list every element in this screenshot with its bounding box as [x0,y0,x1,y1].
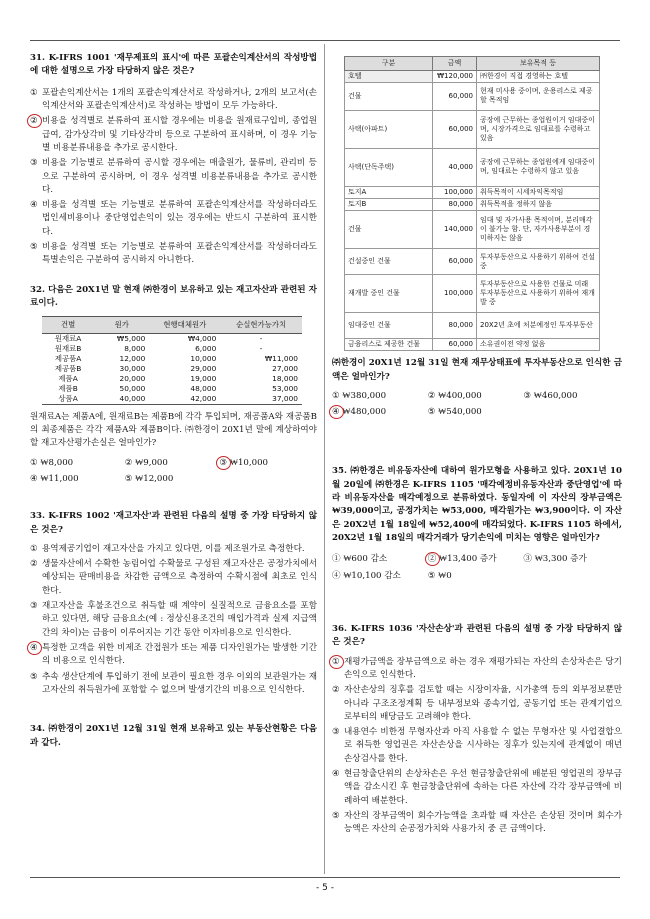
q36-option-5[interactable]: ⑤ 자산의 장부금액이 회수가능액을 초과할 때 자산은 손상된 것이며 회수가능액은 자산의 순공정가치와 사용가치 중 큰 금액이다. [332,811,622,835]
answer-circle-mark [216,456,231,470]
table-row: 호텔 ₩120,000 ㈜한경이 직접 경영하는 호텔 [345,70,600,82]
table-row: 건물 140,000 임대 및 자가사용 목적이며, 분리매각이 불가능 함. 단, 자가사용부분이 경미하지는 않음 [345,211,600,249]
q35-answers-row-1 [332,553,622,566]
question-33 [30,510,317,697]
q33-option-3[interactable]: ③ 재고자산을 후불조건으로 취득할 때 계약이 실질적으로 금융요소를 포함하고 있다면, 해당 금융요소(예 : 정상신용조건의 매입가격과 실제 지급액 간의 차이)는 금융이 이루어지는 기간 동안 이자비용으로 인식한다. [30,601,317,638]
table-row: 토지B 80,000 취득목적을 정하지 않음 [345,199,600,211]
table-header: 구분 [345,57,433,71]
question-34-body: ㈜한경이 20X1년 12월 31일 현재 재무상태표에 투자부동산으로 인식한 금액은 얼마인가? [332,358,622,382]
q35-answer-1[interactable]: ① ₩600 감소 [332,554,388,565]
q34-answer-5[interactable]: ⑤ ₩540,000 [427,407,482,418]
q36-option-1[interactable]: ① 재평가금액을 장부금액으로 하는 경우 재평가되는 자산의 손상차손은 당기손익으로 인식한다. [332,656,622,683]
question-34 [30,723,317,750]
question-32 [30,284,317,487]
real-estate-table [344,56,600,351]
answer-circle-mark [27,114,42,128]
table-row: 제공품B 30,000 29,000 27,000 [54,363,298,373]
table-row: 원재료B 8,000 6,000 - [54,343,263,353]
table-row: 건물 60,000 현재 미사용 중이며, 운용리스로 제공할 목적임 [345,82,600,110]
page-number: - 5 - [316,883,334,893]
table-header: 현행대체원가 [149,317,220,333]
question-35 [332,465,622,583]
q34-answer-2[interactable]: ② ₩400,000 [427,390,482,401]
table-row: 토지A 100,000 취득목적이 시세차익목적임 [345,186,600,198]
q35-answers-row-2 [332,570,622,583]
q31-option-3[interactable]: ③ 비용을 기능별로 분류하여 공시할 경우에는 매출원가, 물류비, 관리비 등으로 구분하여 공시하며, 이 경우 성격별 비용분류내용을 추가로 공시한다. [30,158,317,195]
q36-option-3[interactable]: ③ 내용연수 비한정 무형자산과 아직 사용할 수 없는 무형자산 및 사업결합으로 취득한 영업권은 자산손상을 시사하는 징후가 있는지에 관계없이 매년 손상검사를 한다. [332,727,622,764]
question-32-body: 원재료A는 제품A에, 원재료B는 제품B에 각각 투입되며, 재공품A와 재공품B의 최종제품은 각각 제품A와 제품B이다. ㈜한경이 20X1년 말에 계상하여야 할 재고자산평가손실은 얼마인가? [30,411,317,449]
q31-option-1[interactable]: ① 포괄손익계산서는 1개의 포괄손익계산서로 작성하거나, 2개의 보고서(손익계산서와 포괄손익계산서)로 작성하는 방법이 모두 가능하다. [30,87,317,111]
q31-option-5[interactable]: ⑤ 비용을 성격별 또는 기능별로 분류하여 포괄손익계산서를 작성하더라도 특별손익은 구분하여 공시하지 아니한다. [30,242,317,266]
question-31 [30,52,317,268]
bottom-rule [30,877,620,878]
q32-answer-2[interactable]: ② ₩9,000 [124,457,168,468]
table-row: 제품A 20,000 19,000 18,000 [58,373,298,383]
table-row: 사택(아파트) 60,000 공장에 근무하는 종업원이거 임대중이며, 시장가격으로 임대료를 수령하고 있음 [345,110,600,148]
table-row: 사택(단독주택) 40,000 공장에 근무하는 종업원에게 임대중이며, 임대료는 수령하지 않고 있음 [345,148,600,186]
question-35-stem: 35. ㈜한경은 비유동자산에 대하여 원가모형을 사용하고 있다. 20X1년 10월 20일에 ㈜한경은 K-IFRS 1105 '매각예정비유동자산과 중단영업'에 따라 비유동자산을 매각예정으로 분류하였다. 동일자에 이 자산의 장부금액은 ₩39,000이고, 공정가치는 ₩53,000, 매각원가는 ₩3,900이다. 이 자산은 20X2년 1월 18일에 ₩52,400에 매각되었다. K-IFRS 1105 하에서, 20X2년 1월 18일의 매각거래가 당기손익에 미치는 영향은 얼마인가? [332,466,622,544]
q32-answer-5[interactable]: ⑤ ₩12,000 [124,473,174,484]
table-row: 임대중인 건물 80,000 20X2년 초에 처분예정인 투자부동산 [345,313,600,339]
question-31-stem: 31. K-IFRS 1001 '재무제표의 표시'에 따른 포괄손익계산서의 작성방법에 대한 설명으로 가장 타당하지 않은 것은? [30,53,317,77]
q33-option-1[interactable]: ① 용역제공기업이 재고자산을 가지고 있다면, 이를 제조원가로 측정한다. [30,543,305,554]
column-divider [324,44,325,874]
table-row: 금융리스로 제공한 건물 60,000 소유권이전 약정 없음 [345,339,600,351]
q32-answers-row-2 [30,473,317,486]
question-36-stem: 36. K-IFRS 1036 '자산손상'과 관련된 다음의 설명 중 가장 타당하지 않은 것은? [332,623,622,648]
q36-option-4[interactable]: ④ 현금창출단위의 손상차손은 우선 현금창출단위에 배분된 영업권의 장부금액을 감소시킨 후 현금창출단위에 속하는 다른 자산에 각각 장부금액에 비례하여 배분한다. [332,769,622,806]
q34-answer-3[interactable]: ③ ₩460,000 [523,390,578,401]
right-column [332,56,622,845]
q34-answer-4[interactable]: ④ ₩480,000 [332,406,428,419]
q32-answer-3[interactable]: ③ ₩10,000 [219,457,314,470]
question-33-stem: 33. K-IFRS 1002 '재고자산'과 관련된 다음의 설명 중 가장 타당하지 않은 것은? [30,511,317,535]
q33-option-2[interactable]: ② 생물자산에서 수확한 농림어업 수확물로 구성된 재고자산은 공정가치에서 예상되는 판매비용을 차감한 금액으로 측정하여 수확시점에 최초로 인식한다. [30,559,317,596]
table-header: 건별 [42,317,94,333]
table-row: 상품A 40,000 42,000 37,000 [42,394,302,404]
q35-answer-5[interactable]: ⑤ ₩0 [427,570,452,581]
q33-option-5[interactable]: ⑤ 추속 생산단계에 투입하기 전에 보관이 필요한 경우 이외의 보관원가는 재고자산의 취득원가에 포함할 수 없으며 발생기간의 비용으로 인식한다. [30,671,317,695]
table-row: 재개발 중인 건물 100,000 투자부동산으로 사용한 건물로 미래 투자부동산으로 사용하기 위하여 재개발 중 [345,275,600,313]
q31-option-2[interactable]: ② 비용을 성격별로 분류하여 표시할 경우에는 비용을 원재료구입비, 종업원급여, 감가상각비 및 기타상각비 등으로 구분하여 표시하며, 이 경우 기능별 비용분류내용을 추가로 공시한다. [30,115,317,155]
q35-answer-2[interactable]: ② ₩13,400 증가 [428,553,524,566]
q31-option-4[interactable]: ④ 비용을 성격별 또는 기능별로 분류하여 포괄손익계산서를 작성하더라도 법인세비용이나 중단영업손익이 있는 경우에는 반드시 구분하여 표시한다. [30,200,317,237]
q33-option-4[interactable]: ④ 특정한 고객을 위한 비제조 간접원가 또는 제품 디자인원가는 발생한 기간의 비용으로 인식한다. [30,642,317,669]
answer-circle-mark [425,552,440,566]
q34-answers-row-2 [332,406,622,419]
q32-answer-4[interactable]: ④ ₩11,000 [30,473,79,484]
q35-answer-4[interactable]: ④ ₩10,100 감소 [332,570,401,581]
table-row: 제품B 50,000 48,000 53,000 [58,383,298,393]
table-row: 원재료A ₩5,000 ₩4,000 - [54,333,263,343]
q35-answer-3[interactable]: ③ ₩3,300 증가 [523,554,587,565]
table-header: 순실현가능가치 [220,317,302,333]
inventory-table [42,316,302,404]
table-header: 금액 [433,57,477,71]
left-column [30,52,317,758]
table-row: 제공품A 12,000 10,000 ₩11,000 [54,353,298,363]
question-32-stem: 32. 다음은 20X1년 말 현재 ㈜한경이 보유하고 있는 재고자산과 관련된 자료이다. [30,284,317,308]
q32-answers-row-1 [30,457,317,470]
q34-answers-row-1 [332,390,622,403]
q36-option-2[interactable]: ② 자산손상의 징후를 검토할 때는 시장이자율, 시가총액 등의 외부정보뿐만 아니라 구조조정계획 등 내부정보와 종속기업, 공동기업 또는 관계기업으로부터의 배당금도 고려해야 한다. [332,685,622,722]
top-rule [30,40,620,41]
q34-answer-1[interactable]: ① ₩380,000 [332,390,387,401]
table-header: 보유목적 등 [477,57,600,71]
question-36 [332,623,622,837]
question-34-continued [332,357,622,419]
question-34-stem: 34. ㈜한경이 20X1년 12월 31일 현재 보유하고 있는 부동산현황은 다음과 같다. [30,724,317,748]
table-row: 건설중인 건물 60,000 투자부동산으로 사용하기 위하여 건설중 [345,249,600,275]
answer-circle-mark [329,655,344,669]
table-header: 원가 [94,317,149,333]
answer-circle-mark [27,641,42,655]
q32-answer-1[interactable]: ① ₩8,000 [30,457,74,468]
